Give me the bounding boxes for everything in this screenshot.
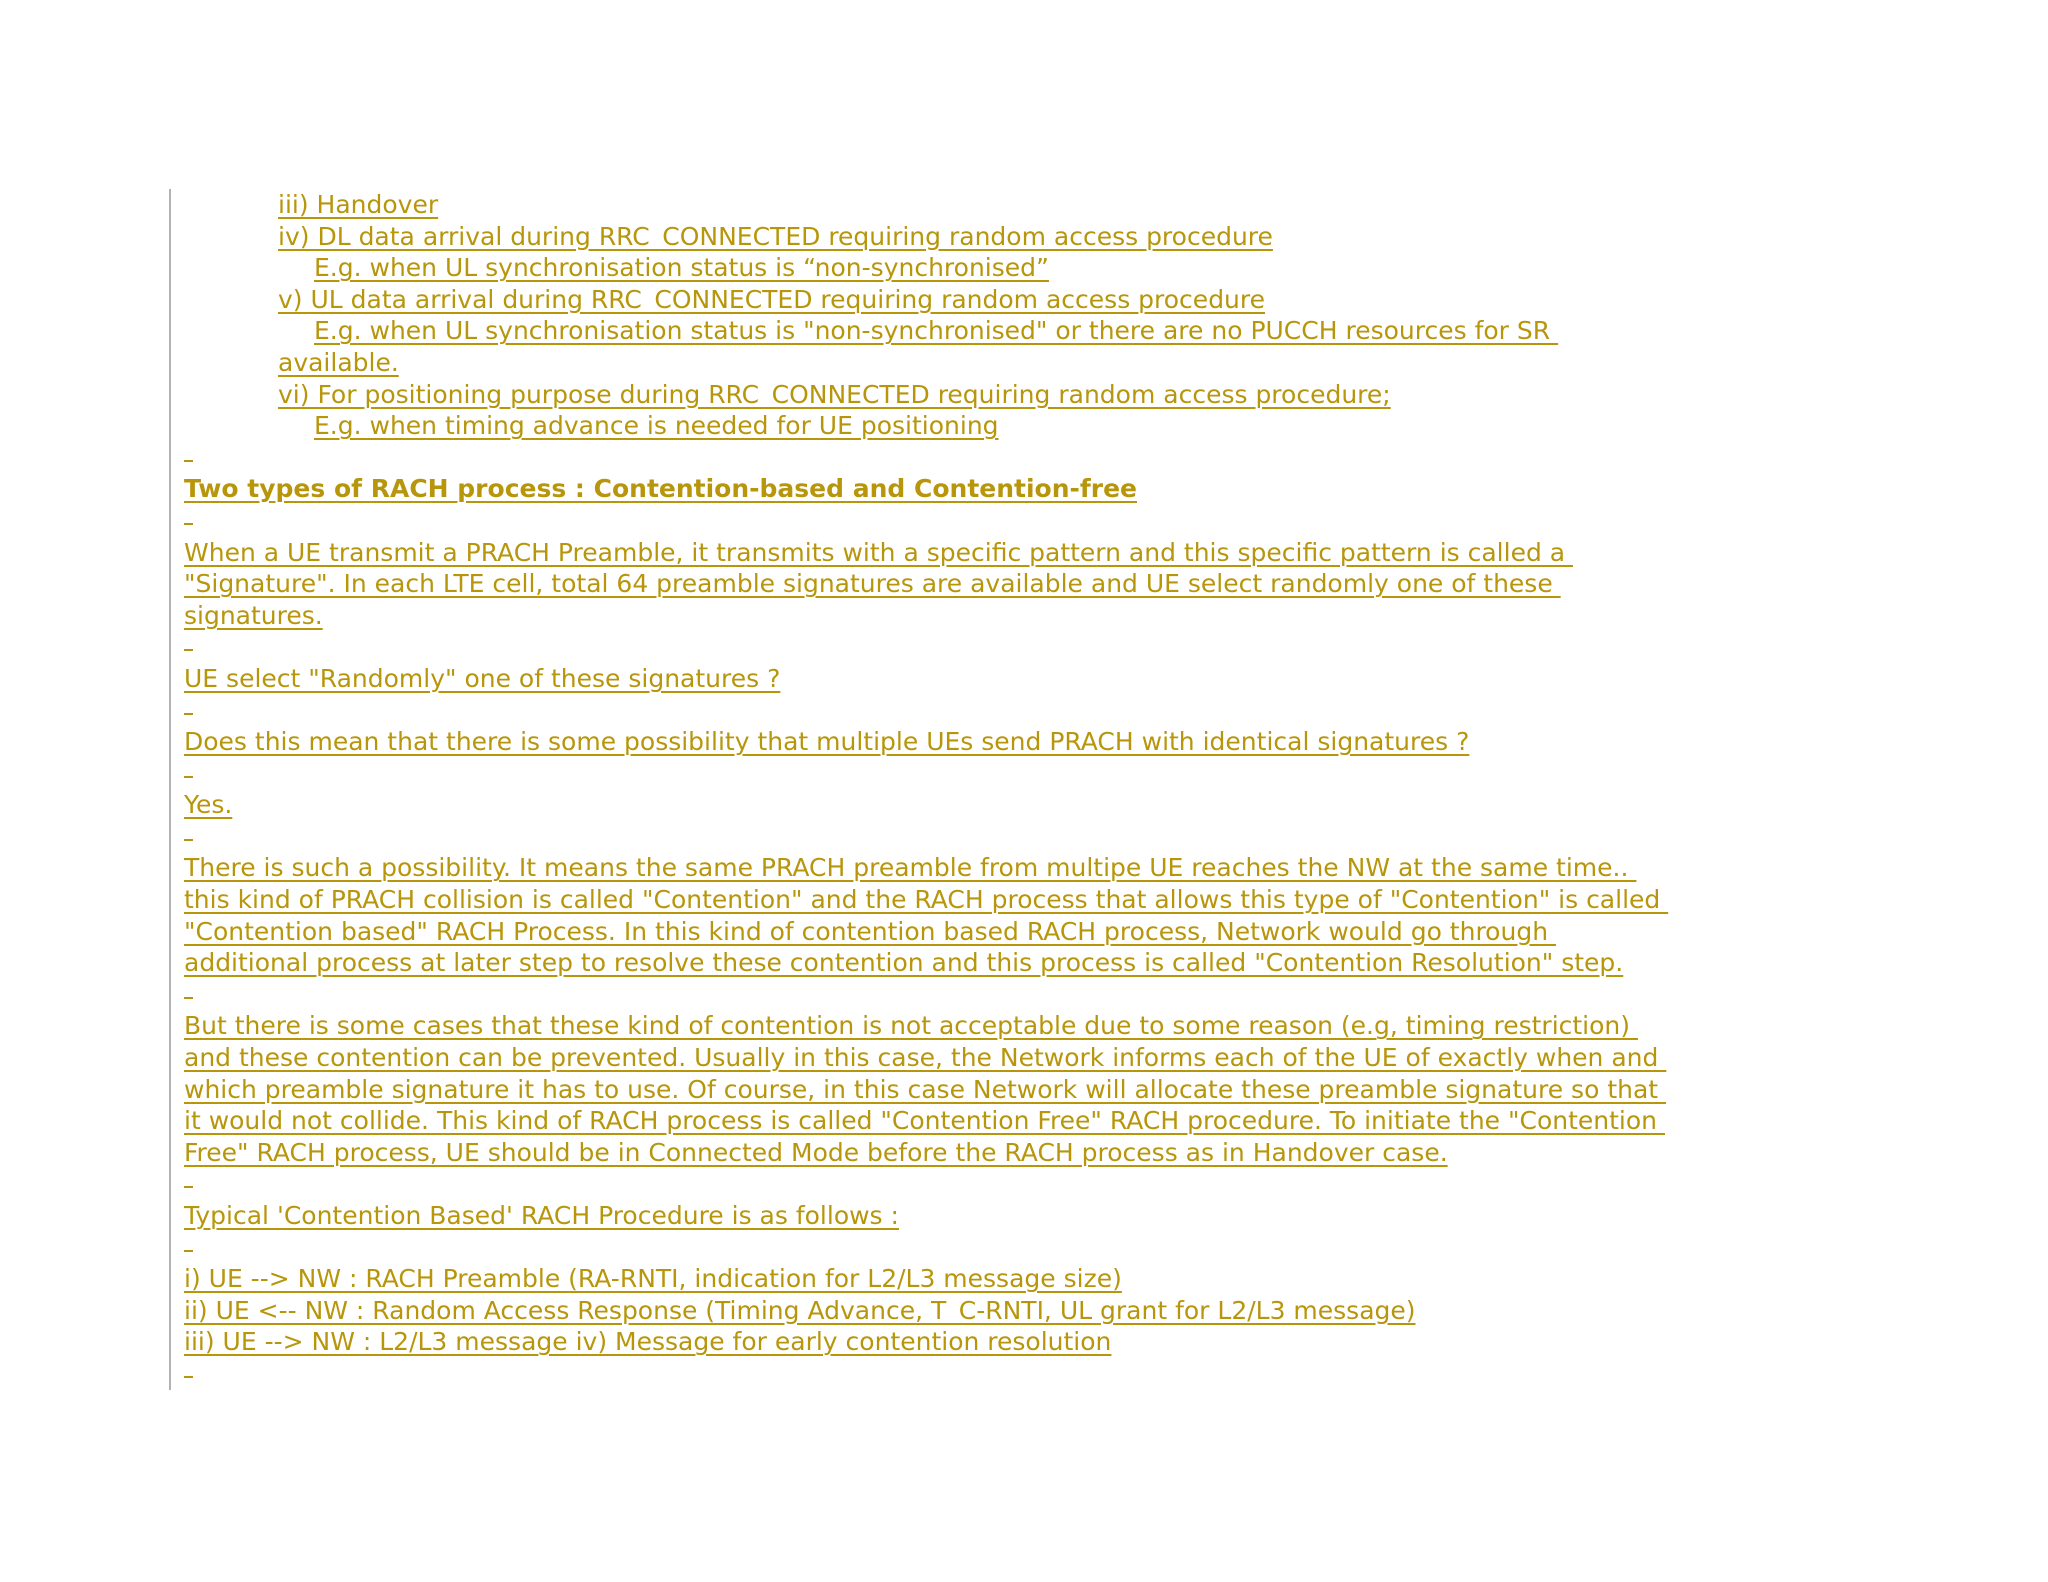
paragraph-signature-line: "Signature". In each LTE cell, total 64 preamble signatures are available and UE select randomly one of these <box>184 569 1561 599</box>
paragraph-contention-free-line: it would not collide. This kind of RACH process is called "Contention Free" RACH procedure. To initiate the "Contention <box>184 1106 1665 1136</box>
question-identical-signatures: Does this mean that there is some possibility that multiple UEs send PRACH with identical signatures ? <box>184 727 1470 757</box>
paragraph-contention-free-line: But there is some cases that these kind of contention is not acceptable due to some reason (e.g, timing restriction) <box>184 1011 1638 1041</box>
list-item-ul-example-text: E.g. when UL synchronisation status is "non-synchronised" or there are no PUCCH resources for SR <box>314 316 1559 346</box>
paragraph-signature-line: When a UE transmit a PRACH Preamble, it transmits with a specific pattern and this specific pattern is called a <box>184 537 1574 567</box>
list-item-positioning: vi) For positioning purpose during RRC_CONNECTED requiring random access procedure; <box>278 379 1391 409</box>
blank-line <box>184 442 1904 474</box>
blank-line <box>184 979 1904 1011</box>
blank-line <box>184 821 1904 853</box>
list-item-dl-example <box>184 252 1904 284</box>
list-item-ul-example <box>184 315 1904 347</box>
list-item-handover: iii) Handover <box>278 190 439 219</box>
list-item-positioning-example-text: E.g. when timing advance is needed for UE positioning <box>314 411 999 441</box>
paragraph-contention-free-line: and these contention can be prevented. Usually in this case, the Network informs each of the UE of exactly when and <box>184 1043 1667 1073</box>
paragraph-contention-free-line: Free" RACH process, UE should be in Connected Mode before the RACH process as in Handover case. <box>184 1137 1448 1167</box>
blank-line <box>184 695 1904 727</box>
section-heading: Two types of RACH process : Contention-based and Contention-free <box>184 474 1138 504</box>
blank-line <box>184 1168 1904 1200</box>
procedure-step: iii) UE --> NW : L2/L3 message iv) Message for early contention resolution <box>184 1327 1112 1357</box>
procedure-intro: Typical 'Contention Based' RACH Procedure is as follows : <box>184 1201 899 1230</box>
paragraph-signature-line: signatures. <box>184 600 323 630</box>
document-body <box>184 189 1904 1390</box>
paragraph-contention-line: this kind of PRACH collision is called "Contention" and the RACH process that allows this type of "Contention" is called <box>184 885 1669 915</box>
blank-line <box>184 505 1904 537</box>
paragraph-contention-free-line: which preamble signature it has to use. Of course, in this case Network will allocate these preamble signature so that <box>184 1074 1667 1104</box>
blank-line <box>184 1358 1904 1390</box>
blank-line <box>184 758 1904 790</box>
procedure-step: ii) UE <-- NW : Random Access Response (Timing Advance, T_C-RNTI, UL grant for L2/L3 message) <box>184 1295 1416 1325</box>
list-item-dl-example-text: E.g. when UL synchronisation status is “non-synchronised” <box>314 253 1049 283</box>
question-randomly: UE select "Randomly" one of these signatures ? <box>184 663 781 693</box>
list-item-dl-data: iv) DL data arrival during RRC_CONNECTED requiring random access procedure <box>278 221 1273 251</box>
procedure-step: i) UE --> NW : RACH Preamble (RA-RNTI, indication for L2/L3 message size) <box>184 1264 1122 1294</box>
blank-line <box>184 631 1904 663</box>
blank-line <box>184 1232 1904 1264</box>
paragraph-contention-line: "Contention based" RACH Process. In this kind of contention based RACH process, Network would go through <box>184 916 1556 946</box>
list-item-positioning-example <box>184 410 1904 442</box>
left-margin-bar <box>169 189 171 1390</box>
list-item-ul-data: v) UL data arrival during RRC_CONNECTED requiring random access procedure <box>278 284 1266 314</box>
paragraph-contention-line: There is such a possibility. It means the same PRACH preamble from multipe UE reaches the NW at the same time.. <box>184 853 1637 883</box>
list-item-ul-example-cont: available. <box>278 347 399 377</box>
answer-yes: Yes. <box>184 790 233 820</box>
paragraph-contention-line: additional process at later step to resolve these contention and this process is called "Contention Resolution" step. <box>184 948 1624 978</box>
